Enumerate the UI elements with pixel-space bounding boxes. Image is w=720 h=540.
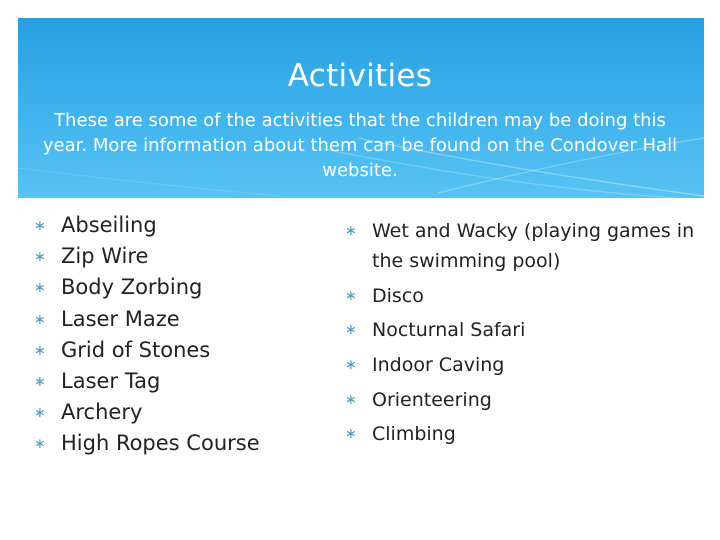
asterisk-bullet-icon: ∗ [345,223,357,239]
activity-label: Laser Maze [61,306,180,331]
asterisk-bullet-icon: ∗ [34,374,46,391]
activity-label: High Ropes Course [61,431,260,456]
activity-label: Climbing [372,423,456,446]
activity-item [34,428,324,459]
activity-item [34,335,324,366]
activity-label: Disco [372,284,424,307]
activity-label: Zip Wire [61,244,149,269]
activity-item [345,419,705,449]
asterisk-bullet-icon: ∗ [34,218,46,234]
activity-item [34,241,324,272]
activity-item [345,350,705,380]
activity-item [345,315,705,345]
activity-item [34,210,324,241]
activity-label: Indoor Caving [372,354,505,377]
activity-item [345,216,705,276]
asterisk-bullet-icon: ∗ [34,280,46,297]
activity-label: Grid of Stones [61,337,211,362]
activity-item [345,281,705,311]
activities-list-left [34,210,324,460]
asterisk-bullet-icon: ∗ [345,426,357,443]
activity-label: Body Zorbing [61,275,203,300]
activity-label: Orienteering [372,388,492,411]
asterisk-bullet-icon: ∗ [34,249,46,266]
activity-item [34,366,324,397]
activity-label: Wet and Wacky (playing games in the swimming pool) [372,220,695,272]
activity-item [34,272,324,303]
asterisk-bullet-icon: ∗ [34,311,46,328]
asterisk-bullet-icon: ∗ [34,405,46,422]
activity-label: Abseiling [61,213,157,237]
activity-item [345,385,705,415]
slide-subtitle: These are some of the activities that the children may be doing this year. More information about them can be found on the Condover Hall website. [42,110,678,181]
slide-title: Activities [287,58,433,94]
activity-item [34,304,324,335]
activity-label: Archery [61,400,143,425]
asterisk-bullet-icon: ∗ [34,436,46,453]
asterisk-bullet-icon: ∗ [345,391,357,408]
asterisk-bullet-icon: ∗ [34,342,46,359]
activity-label: Laser Tag [61,369,161,394]
activities-list-right [345,216,705,449]
activity-label: Nocturnal Safari [372,319,526,342]
activity-item [34,397,324,428]
asterisk-bullet-icon: ∗ [345,357,357,374]
asterisk-bullet-icon: ∗ [345,287,357,304]
asterisk-bullet-icon: ∗ [345,322,357,339]
